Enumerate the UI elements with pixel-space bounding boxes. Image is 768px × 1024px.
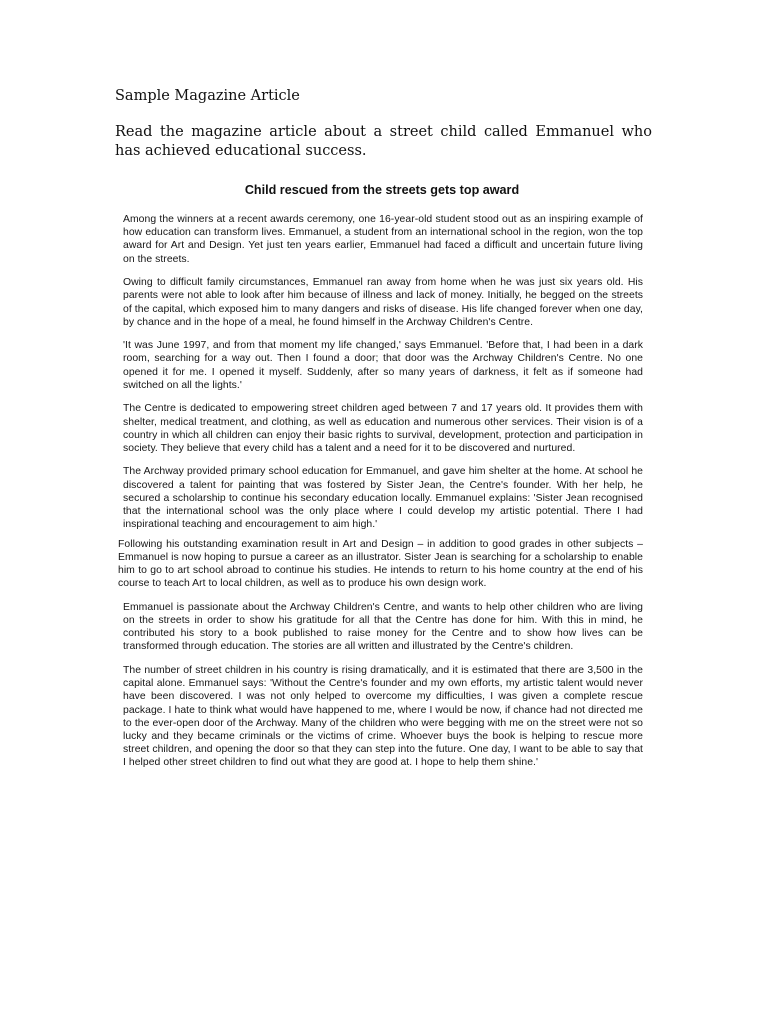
article-title: Child rescued from the streets gets top award xyxy=(244,183,520,197)
article-paragraph-7: Emmanuel is passionate about the Archway Children's Centre, and wants to help other children who are living on the streets in order to show his gratitude for all that the Centre has done for him. With this in mind, he contributed his story to a book published to raise money for the Centre and to show how lives can be transformed through education. The stories are all written and illustrated by the Centre's children. xyxy=(123,601,643,653)
article-paragraph-5: The Archway provided primary school education for Emmanuel, and gave him shelter at the home. At school he discovered a talent for painting that was fostered by Sister Jean, the Centre's founder. With her help, he secured a scholarship to continue his secondary education locally. Emmanuel explains: 'Sister Jean recognised that the international school was the only place where I could develop my artistic potential. There I had inspirational teaching and encouragement to aim high.' xyxy=(123,466,643,531)
article-paragraph-3: 'It was June 1997, and from that moment my life changed,' says Emmanuel. 'Before that, I had been in a dark room, searching for a way out. Then I found a door; that door was the Archway Children's Centre. No one opened it for me. I opened it myself. Suddenly, after so many years of darkness, it felt as if someone had switched on all the lights.' xyxy=(123,340,643,391)
article-paragraph-2: Owing to difficult family circumstances, Emmanuel ran away from home when he was just six years old. His parents were not able to look after him because of illness and lack of money. Initially, he begged on the streets of the capital, which exposed him to many dangers and risks of disease. His life changed forever when one day, by chance and in the hope of a meal, he found himself in the Archway Children's Centre. xyxy=(123,277,643,328)
article-paragraph-4: The Centre is dedicated to empowering street children aged between 7 and 17 years old. It provides them with shelter, medical treatment, and clothing, as well as education and numerous other services. Their vision is of a country in which all children can enjoy their basic rights to survival, development, protection and participation in society. They believe that every child has a talent and a need for it to be discovered and nurtured. xyxy=(123,403,643,454)
magazine-article xyxy=(118,182,646,780)
document-heading: Sample Magazine Article xyxy=(115,88,300,104)
article-paragraph-1: Among the winners at a recent awards ceremony, one 16-year-old student stood out as an inspiring example of how education can transform lives. Emmanuel, a student from an international school in the region, won the top award for Art and Design. Yet just ten years earlier, Emmanuel had faced a difficult and uncertain future living on the streets. xyxy=(123,214,643,265)
article-paragraph-6: Following his outstanding examination result in Art and Design – in addition to good grades in other subjects – Emmanuel is now hoping to pursue a career as an illustrator. Sister Jean is searching for a scholarship to enable him to go to art school abroad to continue his studies. He intends to return to his home country at the end of his course to teach Art to local children, as well as to produce his own design work. xyxy=(118,538,643,590)
article-paragraph-8: The number of street children in his country is rising dramatically, and it is estimated that there are 3,500 in the capital alone. Emmanuel says: 'Without the Centre's founder and my own efforts, my artistic talent would never have been discovered. I was not only helped to overcome my difficulties, I was given a complete rescue package. I hate to think what would have happened to me, where I would be now, if chance had not directed me to the ever-open door of the Archway. Many of the children who were begging with me on the street were not so lucky and they became criminals or the victims of crime. Whoever buys the book is helping to rescue more street children, and opening the door so that they can step into the future. One day, I want to be able to say that I helped other street children to find out what they are good at. I hope to help them shine.' xyxy=(123,664,643,769)
document-intro: Read the magazine article about a street child called Emmanuel who has achieved educational success. xyxy=(115,124,652,159)
